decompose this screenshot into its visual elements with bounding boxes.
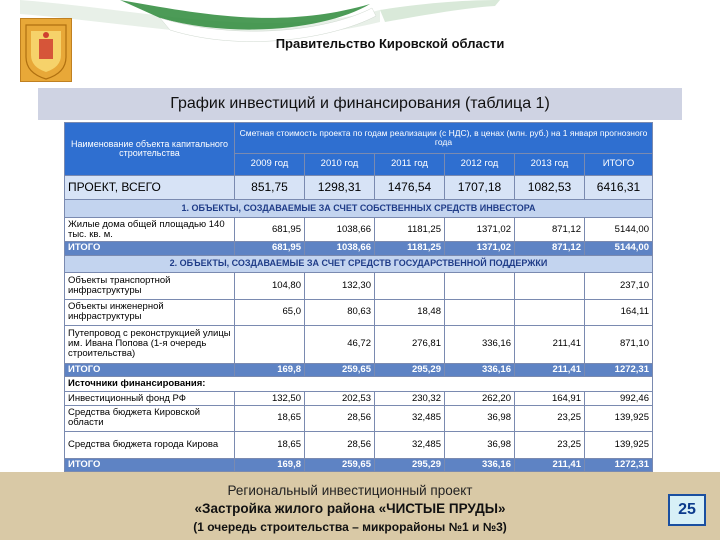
column-header-name: Наименование объекта капитального строительства <box>65 123 235 176</box>
column-header-cost: Сметная стоимость проекта по годам реализации (с НДС), в ценах (млн. руб.) на 1 января прогнозного года <box>235 123 653 154</box>
table-cell: 132,50 <box>235 392 305 405</box>
table-cell: 1038,66 <box>305 242 375 255</box>
table-cell: 276,81 <box>375 326 445 364</box>
table-cell: 32,485 <box>375 405 445 432</box>
table-row <box>65 392 653 405</box>
table-cell: 1707,18 <box>445 176 515 200</box>
table-cell: 1038,66 <box>305 217 375 241</box>
table-cell: 1272,31 <box>585 363 653 376</box>
table-cell: 28,56 <box>305 432 375 459</box>
section-heading: 1. ОБЪЕКТЫ, СОЗДАВАЕМЫЕ ЗА СЧЕТ СОБСТВЕННЫХ СРЕДСТВ ИНВЕСТОРА <box>65 200 653 218</box>
organization-title: Правительство Кировской области <box>275 36 505 51</box>
row-label: Инвестиционный фонд РФ <box>65 392 235 405</box>
table-cell: 871,10 <box>585 326 653 364</box>
table-cell: 336,16 <box>445 458 515 471</box>
row-label: Жилые дома общей площадью 140 тыс. кв. м. <box>65 217 235 241</box>
table-cell <box>235 326 305 364</box>
table-cell: 295,29 <box>375 363 445 376</box>
footer-project-line: Региональный инвестиционный проект <box>227 483 473 498</box>
table-row <box>65 432 653 459</box>
table-cell: 80,63 <box>305 299 375 326</box>
table-cell: 295,29 <box>375 458 445 471</box>
column-header-year: 2009 год <box>235 153 305 175</box>
page-number: 25 <box>668 494 706 526</box>
table-cell: 32,485 <box>375 432 445 459</box>
footer-project-stage: (1 очередь строительства – микрорайоны №1 и №3) <box>193 520 507 534</box>
table-cell: 23,25 <box>515 405 585 432</box>
table-cell: 992,46 <box>585 392 653 405</box>
table-cell: 262,20 <box>445 392 515 405</box>
table-row <box>65 458 653 471</box>
table-cell <box>515 273 585 300</box>
table-cell: 336,16 <box>445 363 515 376</box>
flag-ribbon-decoration <box>0 0 720 70</box>
table-cell: 1181,25 <box>375 217 445 241</box>
row-label: ИТОГО <box>65 242 235 255</box>
table-cell <box>445 299 515 326</box>
column-header-year: 2010 год <box>305 153 375 175</box>
table-cell: 336,16 <box>445 326 515 364</box>
table-cell: 1181,25 <box>375 242 445 255</box>
table-cell: 36,98 <box>445 432 515 459</box>
table-cell: 681,95 <box>235 217 305 241</box>
table-row <box>65 217 653 241</box>
table-cell: 211,41 <box>515 326 585 364</box>
table-cell: 259,65 <box>305 458 375 471</box>
table-cell: 139,925 <box>585 405 653 432</box>
table-row <box>65 273 653 300</box>
table-cell: 169,8 <box>235 363 305 376</box>
row-label: ИТОГО <box>65 363 235 376</box>
table-cell <box>445 273 515 300</box>
table-cell: 18,65 <box>235 432 305 459</box>
table-cell: 139,925 <box>585 432 653 459</box>
table-cell: 1371,02 <box>445 242 515 255</box>
row-label: Объекты инженерной инфраструктуры <box>65 299 235 326</box>
row-label: ИТОГО <box>65 458 235 471</box>
table-cell: 1298,31 <box>305 176 375 200</box>
table-cell <box>375 273 445 300</box>
table-cell: 211,41 <box>515 363 585 376</box>
table-cell: 871,12 <box>515 242 585 255</box>
table-cell: 211,41 <box>515 458 585 471</box>
row-label: Объекты транспортной инфраструктуры <box>65 273 235 300</box>
table-cell: 65,0 <box>235 299 305 326</box>
column-header-year: 2012 год <box>445 153 515 175</box>
table-cell: 5144,00 <box>585 242 653 255</box>
kirov-coat-of-arms-icon <box>20 18 72 82</box>
table-row <box>65 242 653 255</box>
table-cell: 5144,00 <box>585 217 653 241</box>
row-label: Средства бюджета Кировской области <box>65 405 235 432</box>
table-cell: 164,11 <box>585 299 653 326</box>
table-cell: 169,8 <box>235 458 305 471</box>
sources-heading: Источники финансирования: <box>65 376 653 391</box>
table-cell: 104,80 <box>235 273 305 300</box>
table-cell: 1476,54 <box>375 176 445 200</box>
table-cell: 18,48 <box>375 299 445 326</box>
investment-table <box>64 122 652 472</box>
table-cell: 259,65 <box>305 363 375 376</box>
column-header-year: 2013 год <box>515 153 585 175</box>
table-row <box>65 299 653 326</box>
column-header-total: ИТОГО <box>585 153 653 175</box>
row-label: Путепровод с реконструкцией улицы им. Ивана Попова (1-я очередь строительства) <box>65 326 235 364</box>
table-cell: 871,12 <box>515 217 585 241</box>
table-cell: 23,25 <box>515 432 585 459</box>
table-cell: 28,56 <box>305 405 375 432</box>
table-cell: 6416,31 <box>585 176 653 200</box>
table-row <box>65 176 653 200</box>
table-row <box>65 326 653 364</box>
table-cell: 36,98 <box>445 405 515 432</box>
table-cell: 164,91 <box>515 392 585 405</box>
page-title: График инвестиций и финансирования (таблица 1) <box>38 88 682 120</box>
table-cell: 230,32 <box>375 392 445 405</box>
table-row <box>65 363 653 376</box>
table-row <box>65 405 653 432</box>
row-label: ПРОЕКТ, ВСЕГО <box>65 176 235 200</box>
table-cell <box>515 299 585 326</box>
section-heading: 2. ОБЪЕКТЫ, СОЗДАВАЕМЫЕ ЗА СЧЕТ СРЕДСТВ ГОСУДАРСТВЕННОЙ ПОДДЕРЖКИ <box>65 255 653 273</box>
table-cell: 1371,02 <box>445 217 515 241</box>
table-cell: 46,72 <box>305 326 375 364</box>
column-header-year: 2011 год <box>375 153 445 175</box>
footer-project-title: «Застройка жилого района «ЧИСТЫЕ ПРУДЫ» <box>194 501 506 516</box>
table-cell: 237,10 <box>585 273 653 300</box>
table-cell: 18,65 <box>235 405 305 432</box>
table-cell: 1082,53 <box>515 176 585 200</box>
table-cell: 202,53 <box>305 392 375 405</box>
table-cell: 681,95 <box>235 242 305 255</box>
table-cell: 851,75 <box>235 176 305 200</box>
row-label: Средства бюджета города Кирова <box>65 432 235 459</box>
table-cell: 132,30 <box>305 273 375 300</box>
investment-schedule-table <box>64 122 653 472</box>
table-cell: 1272,31 <box>585 458 653 471</box>
